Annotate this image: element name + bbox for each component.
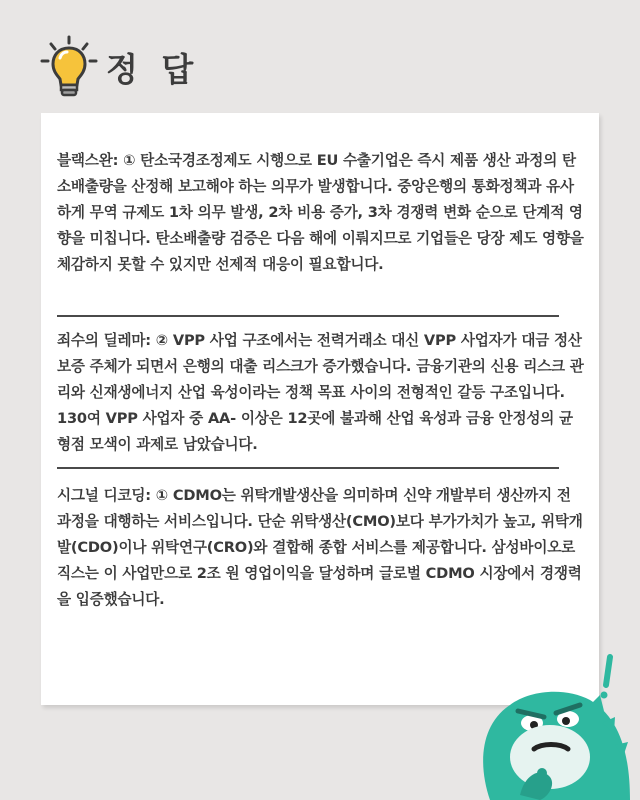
answer-text: VPP 사업 구조에서는 전력거래소 대신 VPP 사업자가 대금 정산 보증 주체가 되면서 은행의 대출 리스크가 증가했습니다. 금융기관의 신용 리스크 관리와 신재생에너지 산업 육성이라는 정책 목표 사이의 전형적인 갈등 구조입니다. 130여 VPP 사업자 중 AA- 이상은 12곳에 불과해 산업 육성과 금융 안정성의 균형점 모색이 과제로 남았습니다. [57, 332, 584, 453]
lightbulb-icon [38, 34, 100, 100]
answer-section [57, 328, 585, 458]
header [38, 32, 199, 102]
answer-text: CDMO는 위탁개발생산을 의미하며 신약 개발부터 생산까지 전 과정을 대행하는 서비스입니다. 단순 위탁생산(CMO)보다 부가가치가 높고, 위탁개발(CDO)이나 위탁연구(CRO)와 결합해 종합 서비스를 제공합니다. 삼성바이오로직스는 이 사업만으로 2조 원 영업이익을 달성하며 글로벌 CDMO 시장에서 경쟁력을 입증했습니다. [57, 487, 583, 608]
page-title: 정 답 [106, 49, 200, 89]
answer-label: 블랙스완: [57, 152, 119, 169]
answer-text: 탄소국경조정제도 시행으로 EU 수출기업은 즉시 제품 생산 과정의 탄소배출량을 산정해 보고해야 하는 의무가 발생합니다. 중앙은행의 통화정책과 유사하게 무역 규제도 1차 의무 발생, 2차 비용 증가, 3차 경쟁력 변화 순으로 단계적 영향을 미칩니다. 탄소배출량 검증은 다음 해에 이뤄지므로 기업들은 당장 제도 영향을 체감하지 못할 수 있지만 선제적 대응이 필요합니다. [57, 152, 584, 273]
answer-choice: ① [123, 152, 136, 169]
divider [57, 467, 559, 469]
dinosaur-mascot-icon [470, 645, 640, 800]
answer-section [57, 483, 585, 613]
answer-choice: ① [155, 487, 168, 504]
exclamation-icon [601, 657, 611, 699]
answer-section [57, 148, 585, 278]
answer-choice: ② [155, 332, 168, 349]
answer-card [41, 113, 599, 705]
answer-label: 시그널 디코딩: [57, 487, 151, 504]
answer-label: 죄수의 딜레마: [57, 332, 151, 349]
divider [57, 315, 559, 317]
